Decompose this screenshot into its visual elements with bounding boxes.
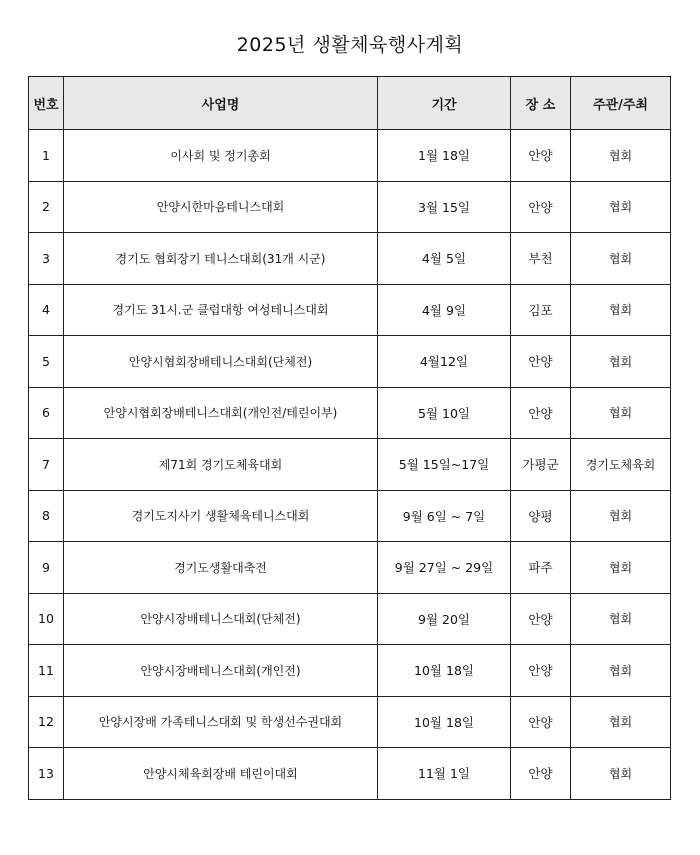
row-period: 9월 27일 ~ 29일 — [378, 542, 511, 594]
document-title: 2025년 생활체육행사계획 — [236, 34, 464, 56]
row-period: 10월 18일 — [378, 645, 511, 697]
row-organizer: 협회 — [571, 645, 671, 697]
row-organizer: 협회 — [571, 284, 671, 336]
row-number: 7 — [29, 439, 64, 491]
row-event-name: 이사회 및 정기총회 — [64, 130, 378, 182]
row-number: 8 — [29, 490, 64, 542]
row-organizer: 협회 — [571, 593, 671, 645]
row-place: 안양 — [511, 696, 571, 748]
header-place: 장 소 — [511, 77, 571, 130]
row-event-name: 경기도 31시.군 클럽대항 여성테니스대회 — [64, 284, 378, 336]
table-row — [29, 181, 671, 233]
row-organizer: 협회 — [571, 130, 671, 182]
row-organizer: 협회 — [571, 387, 671, 439]
table-row — [29, 542, 671, 594]
row-number: 2 — [29, 181, 64, 233]
table-row — [29, 593, 671, 645]
row-period: 3월 15일 — [378, 181, 511, 233]
table-row — [29, 696, 671, 748]
row-number: 6 — [29, 387, 64, 439]
table-row — [29, 130, 671, 182]
row-period: 4월 9일 — [378, 284, 511, 336]
row-number: 12 — [29, 696, 64, 748]
row-number: 4 — [29, 284, 64, 336]
row-place: 안양 — [511, 387, 571, 439]
row-period: 9월 6일 ~ 7일 — [378, 490, 511, 542]
table-row — [29, 439, 671, 491]
row-event-name: 경기도지사기 생활체육테니스대회 — [64, 490, 378, 542]
row-period: 10월 18일 — [378, 696, 511, 748]
row-organizer: 협회 — [571, 748, 671, 800]
row-event-name: 안양시협회장배테니스대회(개인전/테린이부) — [64, 387, 378, 439]
row-organizer: 협회 — [571, 490, 671, 542]
row-organizer: 경기도체육회 — [571, 439, 671, 491]
table-row — [29, 284, 671, 336]
row-organizer: 협회 — [571, 336, 671, 388]
table-row — [29, 645, 671, 697]
table-row — [29, 233, 671, 285]
row-number: 9 — [29, 542, 64, 594]
header-organizer: 주관/주최 — [571, 77, 671, 130]
row-place: 안양 — [511, 181, 571, 233]
row-place: 안양 — [511, 748, 571, 800]
row-number: 3 — [29, 233, 64, 285]
table-row — [29, 490, 671, 542]
row-place: 안양 — [511, 645, 571, 697]
row-number: 10 — [29, 593, 64, 645]
row-number: 1 — [29, 130, 64, 182]
row-place: 안양 — [511, 130, 571, 182]
row-number: 5 — [29, 336, 64, 388]
header-period: 기간 — [378, 77, 511, 130]
table-row — [29, 387, 671, 439]
row-number: 13 — [29, 748, 64, 800]
header-event-name: 사업명 — [64, 77, 378, 130]
row-event-name: 안양시협회장배테니스대회(단체전) — [64, 336, 378, 388]
row-organizer: 협회 — [571, 696, 671, 748]
event-schedule-table — [28, 76, 671, 800]
row-period: 5월 15일~17일 — [378, 439, 511, 491]
row-organizer: 협회 — [571, 181, 671, 233]
row-event-name: 안양시한마음테니스대회 — [64, 181, 378, 233]
row-period: 1월 18일 — [378, 130, 511, 182]
row-period: 11월 1일 — [378, 748, 511, 800]
row-place: 안양 — [511, 336, 571, 388]
row-place: 파주 — [511, 542, 571, 594]
row-period: 5월 10일 — [378, 387, 511, 439]
table-row — [29, 748, 671, 800]
row-event-name: 안양시장배테니스대회(단체전) — [64, 593, 378, 645]
row-organizer: 협회 — [571, 542, 671, 594]
row-place: 양평 — [511, 490, 571, 542]
row-event-name: 안양시장배테니스대회(개인전) — [64, 645, 378, 697]
row-event-name: 안양시체육회장배 테린이대회 — [64, 748, 378, 800]
row-organizer: 협회 — [571, 233, 671, 285]
row-number: 11 — [29, 645, 64, 697]
row-place: 안양 — [511, 593, 571, 645]
row-period: 4월 5일 — [378, 233, 511, 285]
row-event-name: 제71회 경기도체육대회 — [64, 439, 378, 491]
header-number: 번호 — [29, 77, 64, 130]
row-place: 김포 — [511, 284, 571, 336]
row-place: 부천 — [511, 233, 571, 285]
table-header-row — [29, 77, 671, 130]
table-row — [29, 336, 671, 388]
row-period: 4월12일 — [378, 336, 511, 388]
row-event-name: 안양시장배 가족테니스대회 및 학생선수권대회 — [64, 696, 378, 748]
row-event-name: 경기도 협회장기 테니스대회(31개 시군) — [64, 233, 378, 285]
row-event-name: 경기도생활대축전 — [64, 542, 378, 594]
row-place: 가평군 — [511, 439, 571, 491]
row-period: 9월 20일 — [378, 593, 511, 645]
